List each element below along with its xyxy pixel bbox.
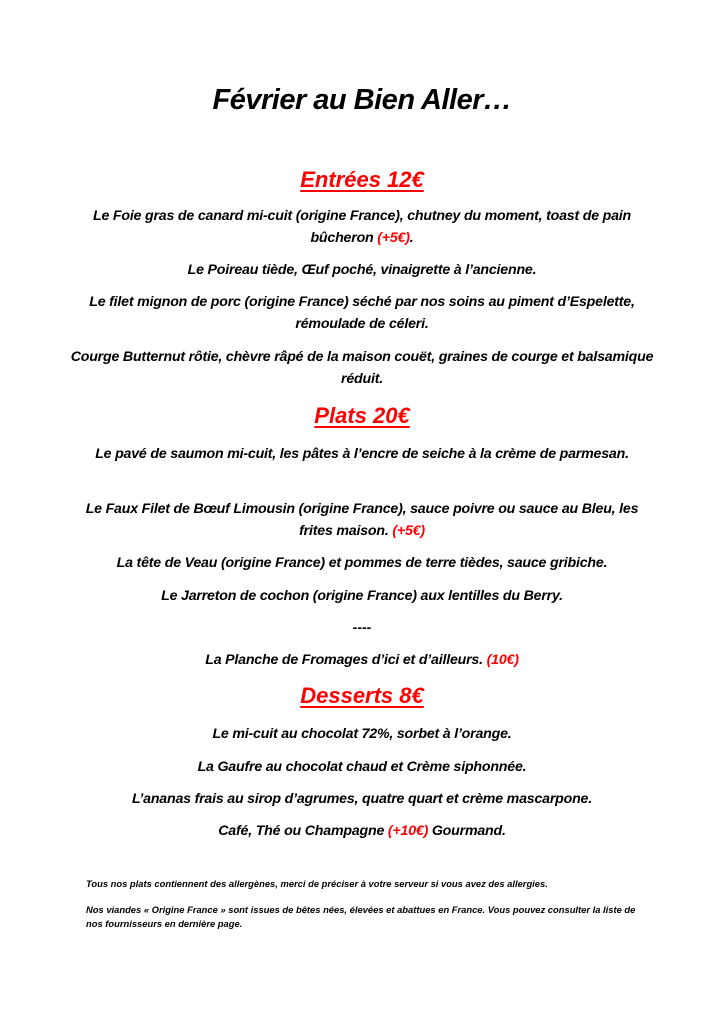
dish-text-after: . — [409, 230, 414, 246]
dish-price-extra: (10€) — [486, 652, 519, 668]
section-heading-plats: Plats 20€ — [314, 403, 410, 428]
dish-dessert-3 — [70, 788, 654, 810]
dish-text: Le pavé de saumon mi-cuit, les pâtes à l’encre de seiche à la crème de parmesan. — [95, 446, 629, 462]
dish-text: Le mi-cuit au chocolat 72%, sorbet à l’orange. — [212, 726, 512, 742]
dish-dessert-1 — [70, 723, 654, 745]
dish-price-extra: (+10€) — [387, 823, 429, 839]
dish-text: Le filet mignon de porc (origine France) séché par nos soins au piment d’Espelette, rémoulade de céleri. — [89, 294, 635, 332]
section-heading-desserts: Desserts 8€ — [300, 683, 424, 708]
dish-text: Courge Butternut rôtie, chèvre râpé de la maison couët, graines de courge et balsamique réduit. — [70, 349, 654, 387]
dish-plat-2 — [70, 498, 654, 542]
separator: ---- — [352, 619, 372, 635]
dish-text: Le Poireau tiède, Œuf poché, vinaigrette à l’ancienne. — [187, 262, 537, 278]
dish-entree-2 — [70, 259, 654, 281]
dish-text: Le Faux Filet de Bœuf Limousin (origine France), sauce poivre ou sauce au Bleu, les frites maison. — [85, 501, 639, 539]
allergen-note: Tous nos plats contiennent des allergènes, merci de préciser à votre serveur si vous avez des allergies. — [86, 878, 548, 889]
dish-text: Le Jarreton de cochon (origine France) aux lentilles du Berry. — [161, 588, 563, 604]
dish-entree-1 — [70, 205, 654, 249]
dish-text: La Gaufre au chocolat chaud et Crème siphonnée. — [197, 759, 527, 775]
dish-text: L’ananas frais au sirop d’agrumes, quatre quart et crème mascarpone. — [131, 791, 592, 807]
menu-title: Février au Bien Aller… — [212, 84, 512, 116]
dish-entree-3 — [70, 291, 654, 335]
dish-text-after: Gourmand. — [428, 823, 506, 839]
dish-text: La tête de Veau (origine France) et pommes de terre tièdes, sauce gribiche. — [116, 555, 608, 571]
section-heading-entrees: Entrées 12€ — [300, 167, 424, 192]
origin-note: Nos viandes « Origine France » sont issues de bêtes nées, élevées et abattues en France. Vous pouvez consulter la liste de nos fournisseurs en dernière page. — [86, 904, 636, 929]
dish-plat-4 — [70, 585, 654, 607]
dish-entree-4 — [70, 346, 654, 390]
dish-plat-3 — [70, 552, 654, 574]
dish-text: Le Foie gras de canard mi-cuit (origine France), chutney du moment, toast de pain bûcheron — [93, 208, 631, 246]
dish-dessert-2 — [70, 756, 654, 778]
dish-dessert-4 — [70, 820, 654, 842]
dish-price-extra: (+5€) — [377, 230, 410, 246]
dish-plat-1 — [70, 443, 654, 465]
dish-price-extra: (+5€) — [392, 523, 425, 539]
dish-text: La Planche de Fromages d’ici et d’ailleurs. — [205, 652, 487, 668]
dish-text: Café, Thé ou Champagne — [218, 823, 388, 839]
dish-cheese-board — [70, 649, 654, 671]
